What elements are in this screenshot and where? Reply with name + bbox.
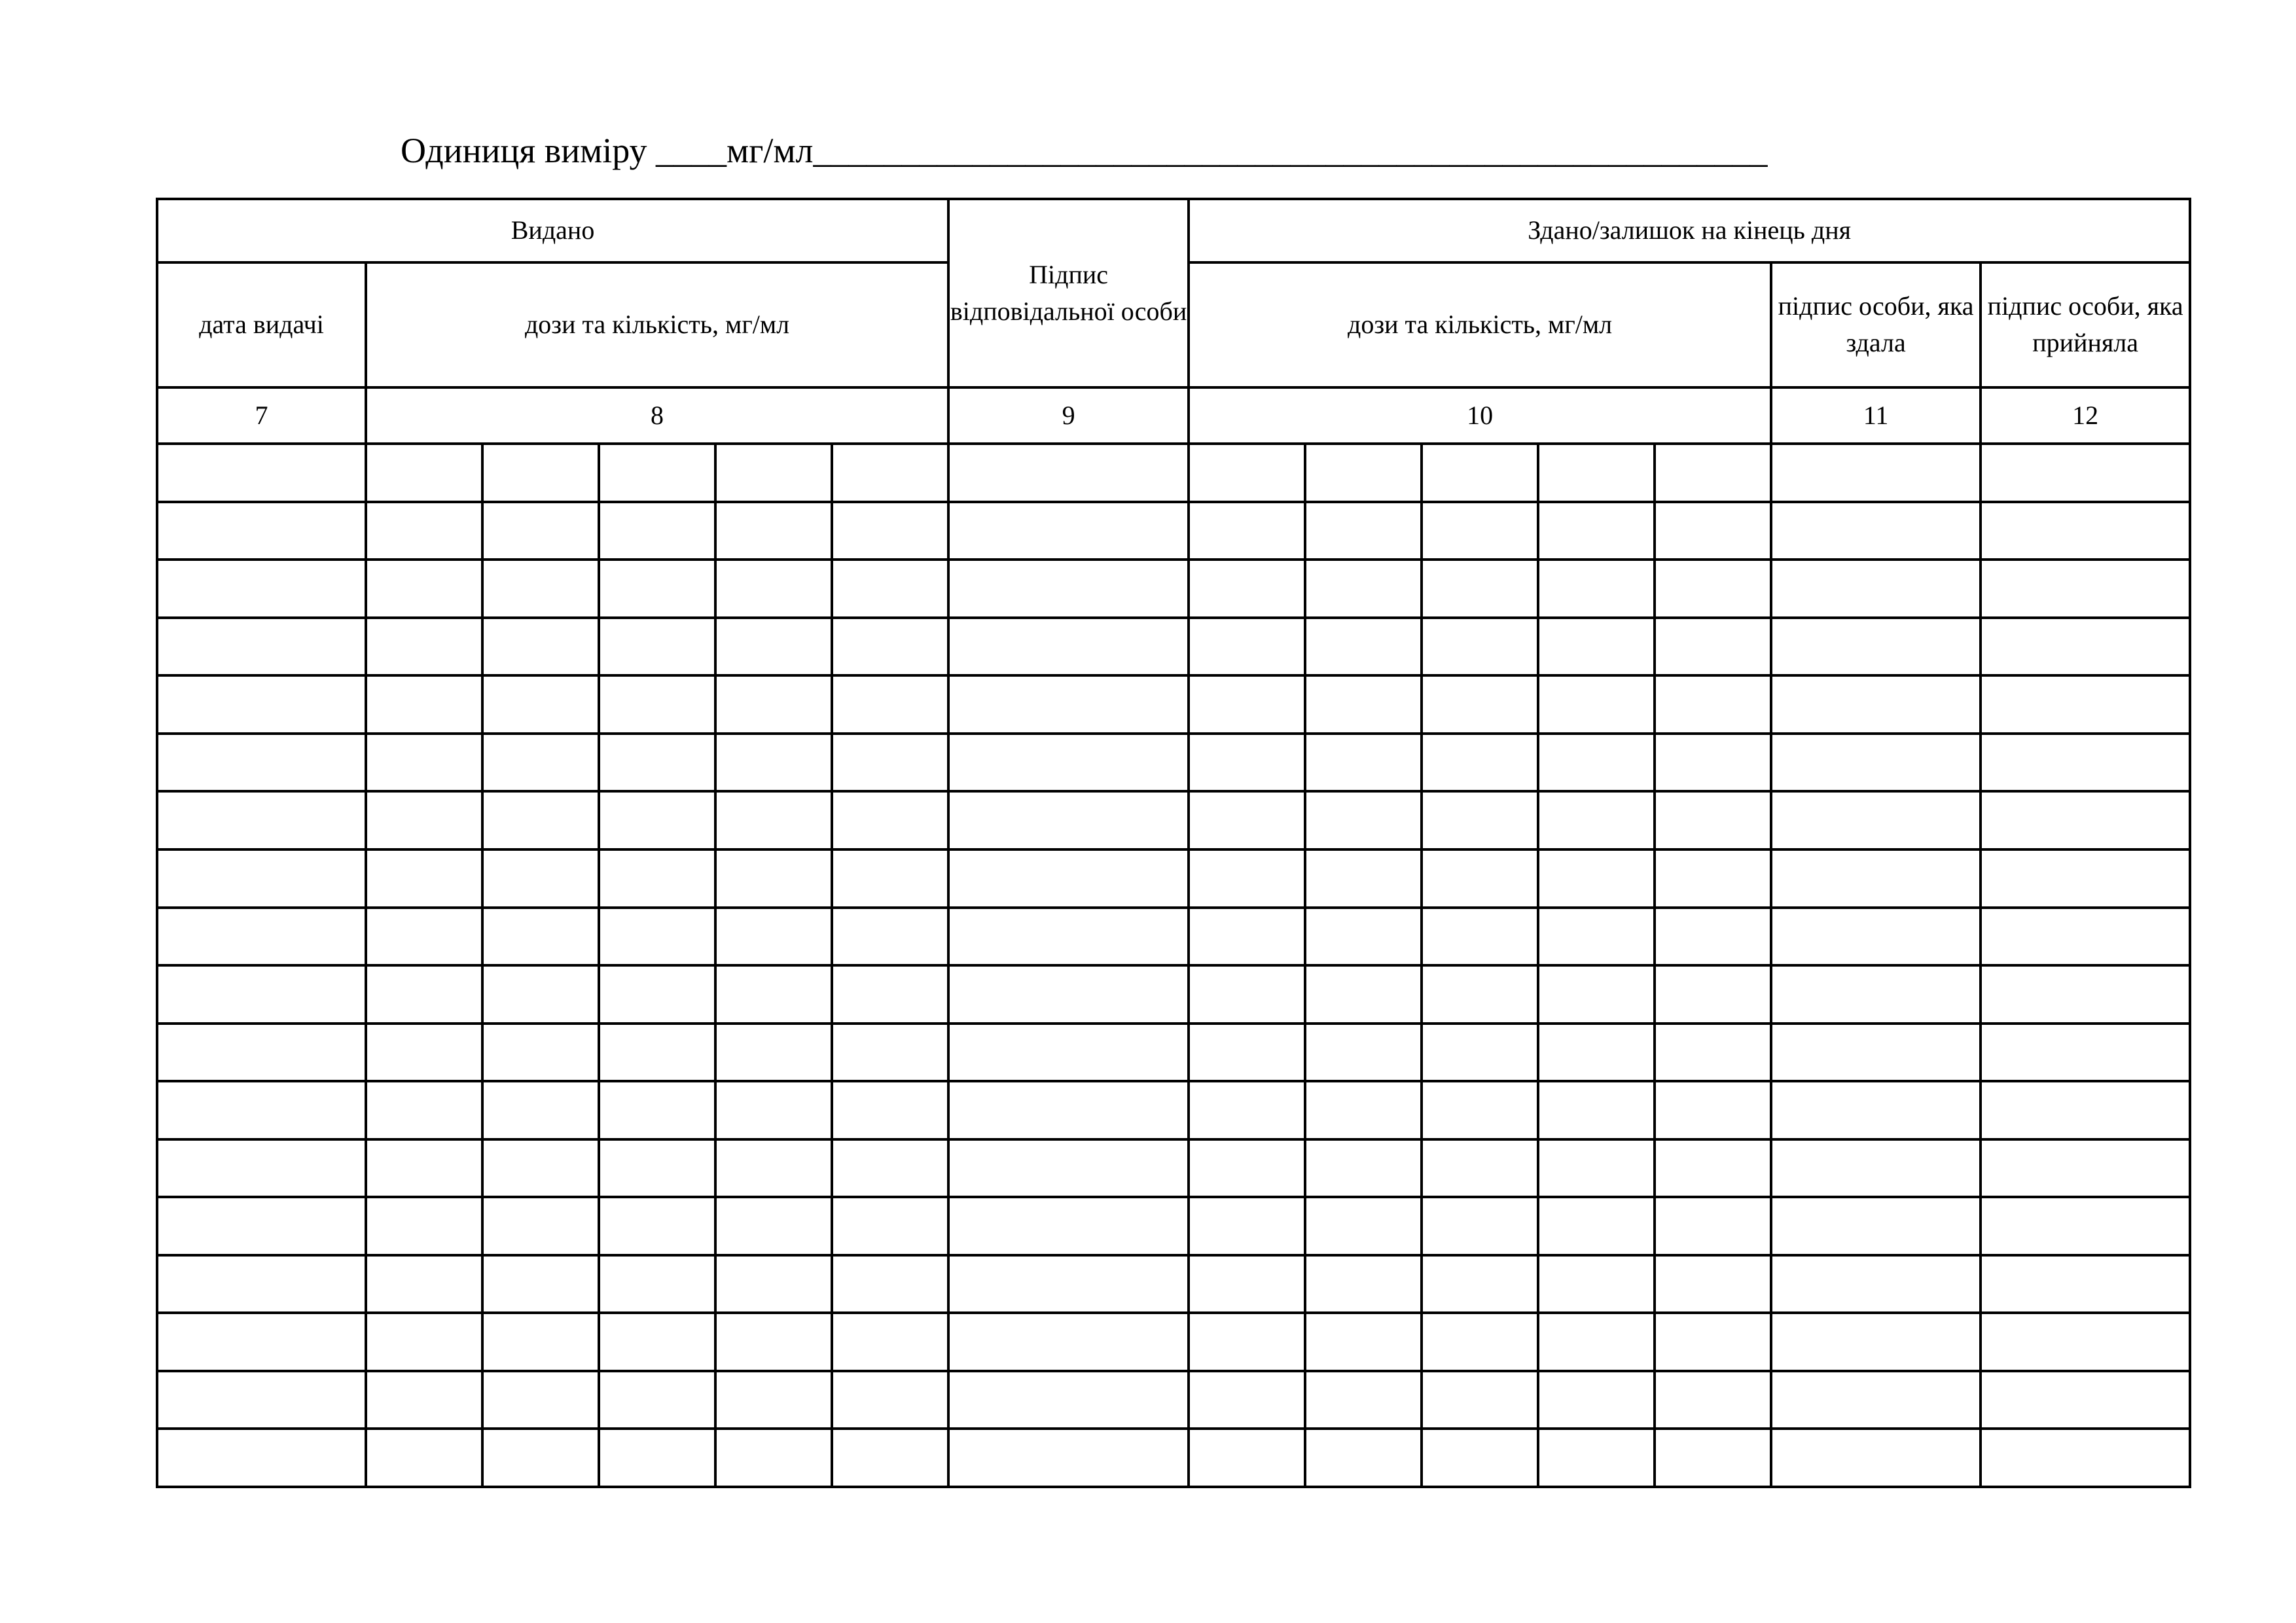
table-cell[interactable] (1655, 1024, 1771, 1082)
table-cell[interactable] (1305, 1313, 1422, 1371)
table-cell[interactable] (1981, 1081, 2190, 1139)
table-cell[interactable] (366, 675, 482, 734)
signature-accepted-header: підпис особи, яка прийняла (1981, 262, 2190, 387)
doses-returned-header: дози та кількість, мг/мл (1189, 262, 1771, 387)
table-cell[interactable] (157, 849, 366, 908)
column-number: 9 (948, 387, 1189, 444)
table-cell[interactable] (715, 1024, 832, 1082)
table-cell[interactable] (366, 908, 482, 966)
table-cell[interactable] (1771, 965, 1981, 1024)
table-cell[interactable] (1655, 734, 1771, 792)
table-cell[interactable] (599, 1255, 715, 1313)
table-cell[interactable] (1422, 908, 1538, 966)
table-cell[interactable] (948, 675, 1189, 734)
table-cell[interactable] (1189, 1429, 1305, 1487)
table-cell[interactable] (715, 444, 832, 502)
table-cell[interactable] (157, 1081, 366, 1139)
table-cell[interactable] (948, 502, 1189, 560)
table-cell[interactable] (157, 908, 366, 966)
table-cell[interactable] (1538, 1024, 1655, 1082)
table-cell[interactable] (1422, 444, 1538, 502)
table-cell[interactable] (715, 965, 832, 1024)
table-cell[interactable] (599, 908, 715, 966)
table-cell[interactable] (1422, 1024, 1538, 1082)
table-cell[interactable] (948, 791, 1189, 849)
table-cell[interactable] (1538, 791, 1655, 849)
table-cell[interactable] (1189, 965, 1305, 1024)
table-cell[interactable] (1189, 444, 1305, 502)
table-cell[interactable] (832, 1081, 948, 1139)
table-cell[interactable] (1655, 1429, 1771, 1487)
table-cell[interactable] (1189, 1024, 1305, 1082)
column-number-row (157, 387, 2190, 444)
table-cell[interactable] (1305, 965, 1422, 1024)
table-cell[interactable] (1189, 1371, 1305, 1429)
table-cell[interactable] (1981, 560, 2190, 618)
table-cell[interactable] (366, 1429, 482, 1487)
table-cell[interactable] (1422, 618, 1538, 676)
table-cell[interactable] (832, 791, 948, 849)
table-cell[interactable] (1189, 1197, 1305, 1255)
table-cell[interactable] (1981, 1139, 2190, 1198)
table-cell[interactable] (1981, 908, 2190, 966)
table-cell[interactable] (1538, 849, 1655, 908)
table-cell[interactable] (1538, 1255, 1655, 1313)
table-cell[interactable] (948, 1081, 1189, 1139)
table-cell[interactable] (1981, 734, 2190, 792)
table-cell[interactable] (1305, 1197, 1422, 1255)
table-cell[interactable] (1538, 965, 1655, 1024)
table-cell[interactable] (715, 1139, 832, 1198)
table-cell[interactable] (1189, 791, 1305, 849)
table-cell[interactable] (599, 675, 715, 734)
table-cell[interactable] (948, 1024, 1189, 1082)
unit-of-measure-line: Одиниця виміру ____мг/мл______________________________________________________ (401, 131, 1768, 170)
table-cell[interactable] (832, 1139, 948, 1198)
table-row (157, 1197, 2190, 1255)
table-cell[interactable] (482, 1024, 599, 1082)
table-cell[interactable] (1422, 791, 1538, 849)
table-row (157, 1371, 2190, 1429)
column-number: 8 (366, 387, 948, 444)
table-cell[interactable] (1538, 1313, 1655, 1371)
table-cell[interactable] (948, 1255, 1189, 1313)
table-cell[interactable] (157, 675, 366, 734)
table-cell[interactable] (1771, 791, 1981, 849)
table-cell[interactable] (599, 1313, 715, 1371)
table-cell[interactable] (1422, 1371, 1538, 1429)
table-cell[interactable] (157, 791, 366, 849)
table-row (157, 1024, 2190, 1082)
table-cell[interactable] (948, 618, 1189, 676)
table-cell[interactable] (715, 1313, 832, 1371)
table-cell[interactable] (1771, 734, 1981, 792)
table-cell[interactable] (1305, 1024, 1422, 1082)
returned-group-header: Здано/залишок на кінець дня (1189, 199, 2190, 262)
table-cell[interactable] (715, 1081, 832, 1139)
column-number: 10 (1189, 387, 1771, 444)
table-cell[interactable] (1655, 618, 1771, 676)
table-cell[interactable] (599, 444, 715, 502)
table-cell[interactable] (1655, 502, 1771, 560)
table-cell[interactable] (482, 1081, 599, 1139)
table-cell[interactable] (1655, 849, 1771, 908)
table-row (157, 618, 2190, 676)
table-cell[interactable] (832, 849, 948, 908)
table-cell[interactable] (366, 734, 482, 792)
table-row (157, 560, 2190, 618)
table-cell[interactable] (1422, 1139, 1538, 1198)
table-cell[interactable] (832, 560, 948, 618)
table-cell[interactable] (1538, 444, 1655, 502)
table-cell[interactable] (599, 1197, 715, 1255)
table-cell[interactable] (1189, 849, 1305, 908)
table-cell[interactable] (1538, 675, 1655, 734)
table-cell[interactable] (1305, 675, 1422, 734)
table-cell[interactable] (1189, 560, 1305, 618)
table-cell[interactable] (715, 502, 832, 560)
table-row (157, 444, 2190, 502)
table-cell[interactable] (1771, 1081, 1981, 1139)
table-cell[interactable] (157, 1024, 366, 1082)
table-cell[interactable] (948, 965, 1189, 1024)
table-cell[interactable] (1305, 560, 1422, 618)
table-cell[interactable] (715, 1197, 832, 1255)
table-cell[interactable] (715, 908, 832, 966)
table-cell[interactable] (599, 502, 715, 560)
table-cell[interactable] (1305, 1081, 1422, 1139)
table-cell[interactable] (1189, 1139, 1305, 1198)
table-row (157, 675, 2190, 734)
table-cell[interactable] (482, 1139, 599, 1198)
table-cell[interactable] (1771, 1371, 1981, 1429)
table-cell[interactable] (599, 849, 715, 908)
table-cell[interactable] (1422, 1429, 1538, 1487)
table-cell[interactable] (1189, 1313, 1305, 1371)
table-cell[interactable] (1538, 1139, 1655, 1198)
table-cell[interactable] (948, 1313, 1189, 1371)
table-cell[interactable] (832, 734, 948, 792)
table-cell[interactable] (366, 1197, 482, 1255)
table-cell[interactable] (948, 734, 1189, 792)
table-cell[interactable] (366, 1255, 482, 1313)
table-cell[interactable] (482, 908, 599, 966)
table-cell[interactable] (482, 1255, 599, 1313)
table-cell[interactable] (599, 734, 715, 792)
table-cell[interactable] (1422, 1313, 1538, 1371)
table-cell[interactable] (1981, 1429, 2190, 1487)
table-cell[interactable] (1305, 908, 1422, 966)
table-cell[interactable] (715, 1255, 832, 1313)
table-cell[interactable] (715, 1429, 832, 1487)
table-cell[interactable] (599, 560, 715, 618)
table-cell[interactable] (1538, 1371, 1655, 1429)
table-cell[interactable] (157, 1197, 366, 1255)
table-cell[interactable] (1305, 791, 1422, 849)
table-cell[interactable] (482, 1197, 599, 1255)
table-cell[interactable] (1981, 1255, 2190, 1313)
table-cell[interactable] (1981, 444, 2190, 502)
table-cell[interactable] (1422, 1255, 1538, 1313)
table-cell[interactable] (1422, 675, 1538, 734)
table-cell[interactable] (599, 965, 715, 1024)
table-cell[interactable] (1771, 908, 1981, 966)
table-cell[interactable] (1655, 675, 1771, 734)
table-row (157, 1255, 2190, 1313)
table-cell[interactable] (1538, 734, 1655, 792)
register-table (156, 198, 2191, 1488)
table-cell[interactable] (948, 560, 1189, 618)
table-cell[interactable] (1305, 1371, 1422, 1429)
table-cell[interactable] (948, 908, 1189, 966)
table-cell[interactable] (1305, 444, 1422, 502)
table-cell[interactable] (832, 502, 948, 560)
table-cell[interactable] (1981, 1371, 2190, 1429)
table-cell[interactable] (832, 618, 948, 676)
table-cell[interactable] (1422, 965, 1538, 1024)
table-cell[interactable] (366, 849, 482, 908)
table-row (157, 849, 2190, 908)
table-cell[interactable] (1422, 849, 1538, 908)
table-cell[interactable] (599, 1429, 715, 1487)
table-cell[interactable] (832, 1197, 948, 1255)
table-cell[interactable] (832, 1313, 948, 1371)
column-number: 12 (1981, 387, 2190, 444)
table-cell[interactable] (1655, 791, 1771, 849)
table-cell[interactable] (1655, 965, 1771, 1024)
table-cell[interactable] (832, 908, 948, 966)
table-cell[interactable] (1981, 791, 2190, 849)
table-cell[interactable] (1189, 1255, 1305, 1313)
table-cell[interactable] (157, 1429, 366, 1487)
table-cell[interactable] (1655, 1371, 1771, 1429)
table-cell[interactable] (366, 502, 482, 560)
table-cell[interactable] (1771, 502, 1981, 560)
table-cell[interactable] (948, 1197, 1189, 1255)
table-cell[interactable] (1771, 1139, 1981, 1198)
table-cell[interactable] (1655, 1081, 1771, 1139)
table-cell[interactable] (366, 560, 482, 618)
table-row (157, 908, 2190, 966)
table-cell[interactable] (366, 1081, 482, 1139)
table-cell[interactable] (366, 1139, 482, 1198)
table-cell[interactable] (157, 1313, 366, 1371)
table-cell[interactable] (1771, 444, 1981, 502)
table-cell[interactable] (1422, 1081, 1538, 1139)
table-cell[interactable] (482, 444, 599, 502)
table-cell[interactable] (715, 1371, 832, 1429)
doses-issued-header: дози та кількість, мг/мл (366, 262, 948, 387)
table-cell[interactable] (1422, 1197, 1538, 1255)
table-cell[interactable] (482, 1371, 599, 1429)
table-row (157, 1139, 2190, 1198)
table-cell[interactable] (366, 791, 482, 849)
table-cell[interactable] (1981, 502, 2190, 560)
table-cell[interactable] (1981, 1313, 2190, 1371)
table-cell[interactable] (1538, 1429, 1655, 1487)
table-cell[interactable] (1189, 1081, 1305, 1139)
table-cell[interactable] (366, 1024, 482, 1082)
table-cell[interactable] (482, 734, 599, 792)
table-cell[interactable] (1305, 1139, 1422, 1198)
table-cell[interactable] (1422, 734, 1538, 792)
table-cell[interactable] (1538, 908, 1655, 966)
table-cell[interactable] (1771, 1429, 1981, 1487)
table-cell[interactable] (1981, 675, 2190, 734)
table-cell[interactable] (948, 444, 1189, 502)
table-cell[interactable] (1305, 1255, 1422, 1313)
table-cell[interactable] (482, 1429, 599, 1487)
table-cell[interactable] (482, 1313, 599, 1371)
table-row (157, 1313, 2190, 1371)
table-cell[interactable] (715, 675, 832, 734)
table-cell[interactable] (1981, 618, 2190, 676)
table-cell[interactable] (1771, 1255, 1981, 1313)
table-cell[interactable] (948, 1371, 1189, 1429)
table-cell[interactable] (1655, 1255, 1771, 1313)
table-cell[interactable] (1771, 675, 1981, 734)
table-cell[interactable] (832, 1255, 948, 1313)
table-cell[interactable] (1538, 1081, 1655, 1139)
table-cell[interactable] (366, 618, 482, 676)
table-cell[interactable] (1189, 502, 1305, 560)
table-cell[interactable] (482, 675, 599, 734)
table-cell[interactable] (366, 965, 482, 1024)
table-cell[interactable] (1305, 849, 1422, 908)
table-cell[interactable] (1771, 849, 1981, 908)
table-cell[interactable] (1422, 560, 1538, 618)
table-row (157, 1429, 2190, 1487)
table-cell[interactable] (1771, 560, 1981, 618)
table-cell[interactable] (366, 1313, 482, 1371)
table-cell[interactable] (1538, 502, 1655, 560)
table-cell[interactable] (948, 849, 1189, 908)
table-cell[interactable] (832, 675, 948, 734)
table-cell[interactable] (482, 849, 599, 908)
table-cell[interactable] (599, 791, 715, 849)
table-cell[interactable] (1981, 1197, 2190, 1255)
table-cell[interactable] (1655, 444, 1771, 502)
table-cell[interactable] (1189, 908, 1305, 966)
table-cell[interactable] (482, 618, 599, 676)
table-cell[interactable] (1189, 734, 1305, 792)
table-cell[interactable] (832, 1371, 948, 1429)
table-cell[interactable] (599, 1024, 715, 1082)
table-cell[interactable] (1538, 1197, 1655, 1255)
table-cell[interactable] (832, 965, 948, 1024)
table-cell[interactable] (1189, 618, 1305, 676)
table-cell[interactable] (482, 502, 599, 560)
table-cell[interactable] (1771, 1024, 1981, 1082)
table-cell[interactable] (157, 502, 366, 560)
table-cell[interactable] (715, 849, 832, 908)
table-cell[interactable] (1771, 1197, 1981, 1255)
column-number: 11 (1771, 387, 1981, 444)
issue-date-header: дата видачі (157, 262, 366, 387)
table-cell[interactable] (157, 444, 366, 502)
table-cell[interactable] (482, 791, 599, 849)
table-cell[interactable] (1771, 1313, 1981, 1371)
table-cell[interactable] (1981, 965, 2190, 1024)
table-cell[interactable] (715, 734, 832, 792)
table-cell[interactable] (366, 444, 482, 502)
table-row (157, 791, 2190, 849)
table-row (157, 502, 2190, 560)
table-cell[interactable] (948, 1429, 1189, 1487)
table-cell[interactable] (1655, 1313, 1771, 1371)
header-row-groups (157, 199, 2190, 262)
column-number: 7 (157, 387, 366, 444)
table-cell[interactable] (482, 965, 599, 1024)
table-cell[interactable] (715, 618, 832, 676)
table-cell[interactable] (1305, 502, 1422, 560)
table-cell[interactable] (157, 1255, 366, 1313)
table-cell[interactable] (157, 1139, 366, 1198)
table-row (157, 965, 2190, 1024)
table-cell[interactable] (1655, 560, 1771, 618)
table-cell[interactable] (832, 444, 948, 502)
table-cell[interactable] (832, 1429, 948, 1487)
table-cell[interactable] (599, 618, 715, 676)
table-cell[interactable] (832, 1024, 948, 1082)
table-cell[interactable] (157, 618, 366, 676)
table-cell[interactable] (1538, 560, 1655, 618)
table-cell[interactable] (157, 560, 366, 618)
table-cell[interactable] (1538, 618, 1655, 676)
table-cell[interactable] (1771, 618, 1981, 676)
table-cell[interactable] (482, 560, 599, 618)
table-cell[interactable] (1981, 1024, 2190, 1082)
table-cell[interactable] (715, 560, 832, 618)
table-cell[interactable] (1305, 1429, 1422, 1487)
issued-group-header: Видано (157, 199, 948, 262)
table-cell[interactable] (948, 1139, 1189, 1198)
table-row (157, 1081, 2190, 1139)
table-cell[interactable] (1655, 1139, 1771, 1198)
table-cell[interactable] (1655, 908, 1771, 966)
table-cell[interactable] (715, 791, 832, 849)
table-cell[interactable] (599, 1371, 715, 1429)
table-cell[interactable] (157, 734, 366, 792)
table-cell[interactable] (1305, 734, 1422, 792)
table-cell[interactable] (157, 1371, 366, 1429)
table-cell[interactable] (366, 1371, 482, 1429)
table-cell[interactable] (1422, 502, 1538, 560)
table-cell[interactable] (1655, 1197, 1771, 1255)
table-cell[interactable] (157, 965, 366, 1024)
table-cell[interactable] (1305, 618, 1422, 676)
signature-responsible-header: Підпис відповідальної особи (948, 199, 1189, 387)
table-cell[interactable] (599, 1139, 715, 1198)
table-cell[interactable] (1189, 675, 1305, 734)
table-row (157, 734, 2190, 792)
table-cell[interactable] (599, 1081, 715, 1139)
signature-handed-over-header: підпис особи, яка здала (1771, 262, 1981, 387)
table-cell[interactable] (1981, 849, 2190, 908)
